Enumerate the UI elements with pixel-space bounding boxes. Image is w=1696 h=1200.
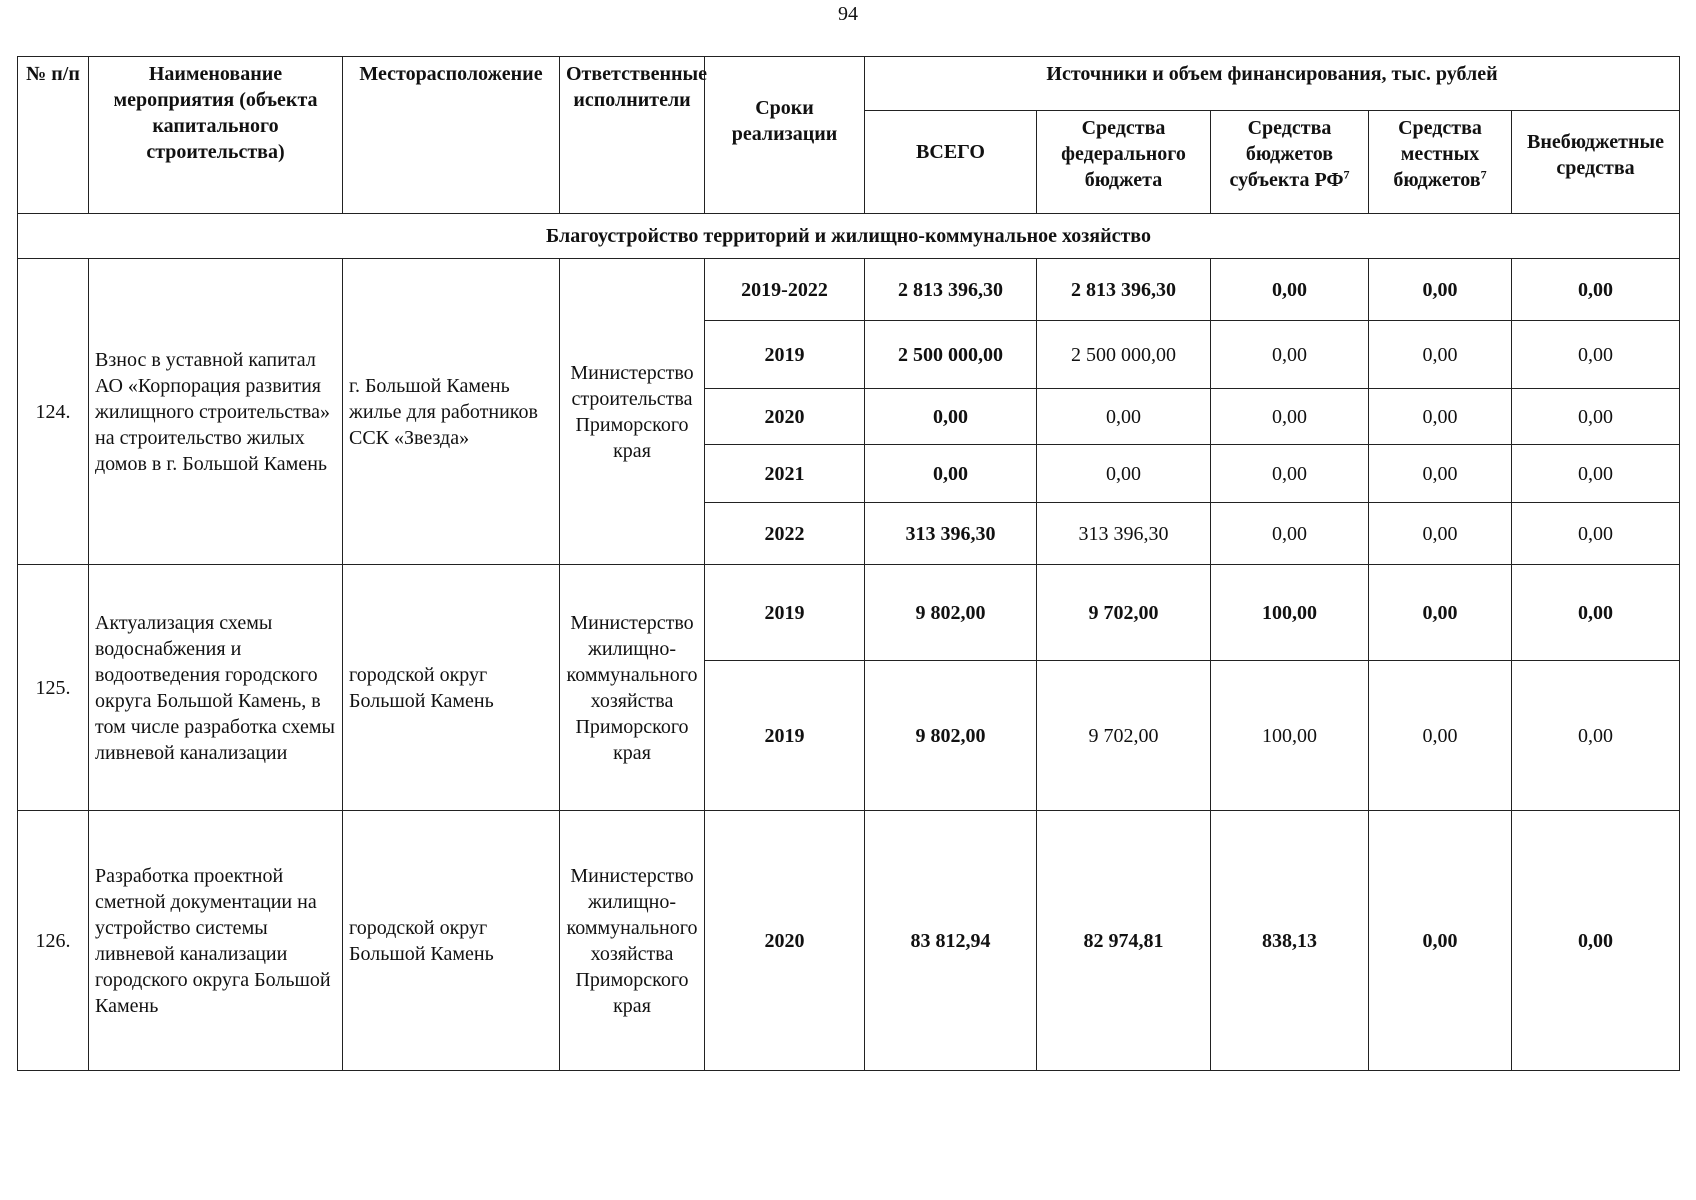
item-num: 124.: [18, 259, 89, 565]
row-total: 313 396,30: [865, 503, 1037, 565]
row-total: 0,00: [865, 389, 1037, 445]
section-title: Благоустройство территорий и жилищно-коммунальное хозяйство: [18, 214, 1680, 259]
header-offbudget: Внебюджетные средства: [1512, 111, 1680, 214]
row-offbudget: 0,00: [1512, 389, 1680, 445]
row-total: 83 812,94: [865, 811, 1037, 1071]
row-offbudget: 0,00: [1512, 811, 1680, 1071]
row-period: 2022: [705, 503, 865, 565]
row-local: 0,00: [1369, 503, 1512, 565]
row-local: 0,00: [1369, 389, 1512, 445]
item-responsible: Министерство строительства Приморского края: [560, 259, 705, 565]
row-offbudget: 0,00: [1512, 661, 1680, 811]
header-subject-footnote: 7: [1343, 167, 1350, 182]
row-period: 2019: [705, 321, 865, 389]
item-location: г. Большой Камень жилье для работников ССК «Звезда»: [343, 259, 560, 565]
row-local: 0,00: [1369, 565, 1512, 661]
row-local: 0,00: [1369, 259, 1512, 321]
row-period: 2020: [705, 389, 865, 445]
header-subject-text: Средства бюджетов субъекта РФ: [1229, 117, 1344, 191]
header-federal: Средства федерального бюджета: [1037, 111, 1211, 214]
row-subject: 100,00: [1211, 661, 1369, 811]
table-row: [18, 565, 1680, 661]
row-period: 2019-2022: [705, 259, 865, 321]
row-period: 2019: [705, 661, 865, 811]
page-number: 94: [838, 3, 858, 25]
row-total: 2 500 000,00: [865, 321, 1037, 389]
row-local: 0,00: [1369, 811, 1512, 1071]
header-name: Наименование мероприятия (объекта капитального строительства): [89, 57, 343, 214]
header-local-footnote: 7: [1480, 167, 1487, 182]
item-num: 125.: [18, 565, 89, 811]
row-federal: 2 813 396,30: [1037, 259, 1211, 321]
row-federal: 2 500 000,00: [1037, 321, 1211, 389]
row-federal: 0,00: [1037, 445, 1211, 503]
row-federal: 9 702,00: [1037, 661, 1211, 811]
row-federal: 82 974,81: [1037, 811, 1211, 1071]
header-total: ВСЕГО: [865, 111, 1037, 214]
row-local: 0,00: [1369, 661, 1512, 811]
item-responsible: Министерство жилищно-коммунального хозяйства Приморского края: [560, 811, 705, 1071]
row-period: 2020: [705, 811, 865, 1071]
header-location: Месторасположение: [343, 57, 560, 214]
row-federal: 313 396,30: [1037, 503, 1211, 565]
row-total: 0,00: [865, 445, 1037, 503]
header-local: [1369, 111, 1512, 214]
row-offbudget: 0,00: [1512, 503, 1680, 565]
row-federal: 0,00: [1037, 389, 1211, 445]
row-subject: 100,00: [1211, 565, 1369, 661]
row-federal: 9 702,00: [1037, 565, 1211, 661]
row-subject: 0,00: [1211, 445, 1369, 503]
item-num: 126.: [18, 811, 89, 1071]
financing-table: [17, 56, 1680, 1071]
row-subject: 0,00: [1211, 321, 1369, 389]
header-subject: [1211, 111, 1369, 214]
header-num: № п/п: [18, 57, 89, 214]
header-period: Сроки реализации: [705, 57, 865, 214]
header-local-text: Средства местных бюджетов: [1393, 117, 1482, 191]
row-subject: 0,00: [1211, 503, 1369, 565]
row-total: 2 813 396,30: [865, 259, 1037, 321]
item-location: городской округ Большой Камень: [343, 811, 560, 1071]
row-subject: 0,00: [1211, 259, 1369, 321]
table-row: [18, 259, 1680, 321]
table-row: [18, 811, 1680, 1071]
row-subject: 0,00: [1211, 389, 1369, 445]
item-location: городской округ Большой Камень: [343, 565, 560, 811]
row-local: 0,00: [1369, 321, 1512, 389]
item-name: Разработка проектной сметной документации на устройство системы ливневой канализации городского округа Большой Камень: [89, 811, 343, 1071]
row-offbudget: 0,00: [1512, 321, 1680, 389]
row-subject: 838,13: [1211, 811, 1369, 1071]
header-funding-group: Источники и объем финансирования, тыс. рублей: [865, 57, 1680, 111]
row-period: 2021: [705, 445, 865, 503]
row-offbudget: 0,00: [1512, 445, 1680, 503]
row-local: 0,00: [1369, 445, 1512, 503]
row-offbudget: 0,00: [1512, 259, 1680, 321]
item-name: Актуализация схемы водоснабжения и водоотведения городского округа Большой Камень, в том числе разработка схемы ливневой канализации: [89, 565, 343, 811]
row-total: 9 802,00: [865, 565, 1037, 661]
row-total: 9 802,00: [865, 661, 1037, 811]
item-name: Взнос в уставной капитал АО «Корпорация развития жилищного строительства» на строительство жилых домов в г. Большой Камень: [89, 259, 343, 565]
row-period: 2019: [705, 565, 865, 661]
header-responsible: Ответственные исполнители: [560, 57, 705, 214]
item-responsible: Министерство жилищно-коммунального хозяйства Приморского края: [560, 565, 705, 811]
row-offbudget: 0,00: [1512, 565, 1680, 661]
